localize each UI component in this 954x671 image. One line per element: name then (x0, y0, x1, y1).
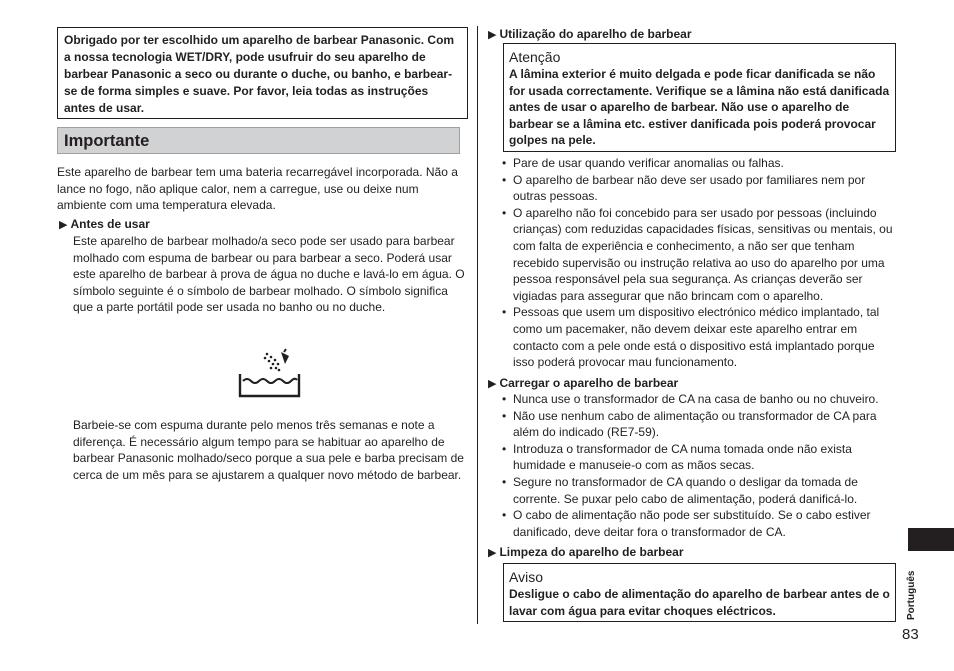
list-item: • Pare de usar quando verificar anomalias ou falhas. (502, 156, 784, 170)
arrow-right-icon: ▶ (59, 219, 68, 231)
language-tab (908, 528, 954, 551)
charging-list (501, 391, 897, 540)
charging-title: Carregar o aparelho de barbear (499, 376, 679, 390)
before-use-heading (59, 216, 150, 233)
arrow-right-icon: ▶ (488, 547, 497, 559)
usage-title: Utilização do aparelho de barbear (499, 27, 692, 41)
language-label: Português (906, 570, 917, 620)
list-item: • Nunca use o transformador de CA na casa de banho ou no chuveiro. (502, 392, 879, 406)
section-heading: Importante (57, 127, 460, 154)
caution-text: A lâmina exterior é muito delgada e pode ficar danificada se não for usada correctamente. Verifique se a lâmina não está danificada antes de usar o aparelho de barbear. Não use o aparelho de barbear se a lâmina etc. estiver danificada pois poderá provocar golpes na pele. (509, 67, 890, 148)
arrow-right-icon: ▶ (488, 29, 497, 41)
list-item: • O aparelho de barbear não deve ser usado por familiares nem por outras pessoas. (502, 172, 866, 204)
page-number: 83 (902, 626, 919, 643)
caution-box (503, 43, 896, 152)
wet-shave-symbol-icon (237, 348, 303, 400)
battery-paragraph: Este aparelho de barbear tem uma bateria recarregável incorporada. Não a lance no fogo, não aplique calor, nem a carregue, use ou deixe num ambiente com uma temperatura elevada. (57, 165, 458, 213)
column-divider (477, 26, 478, 624)
warning-box (503, 563, 896, 622)
list-item: • Pessoas que usem um dispositivo electrónico médico implantado, tal como um pacemaker, não devem deixar este aparelho entrar em contacto com a pele onde está o dispositivo está implantado porque isso poderá provocar mau funcionamento. (502, 305, 880, 370)
list-item: • O aparelho não foi concebido para ser usado por pessoas (incluindo crianças) com reduzidas capacidades físicas, sensitivas ou mentais, ou com falta de experiência e conhecimento, a não ser que tenham recebido supervisão ou instrução relativa ao uso do aparelho por uma pessoa responsável pela sua segurança. As crianças deverão ser vigiadas para assegurar que não brincam com o aparelho. (502, 205, 893, 303)
cleaning-heading (488, 544, 684, 561)
intro-text: Obrigado por ter escolhido um aparelho de barbear Panasonic. Com a nossa tecnologia WET/DRY, pode usufruir do seu aparelho de barbear Panasonic a seco ou durante o duche, ou banho, e barbear-se de forma simples e suave. Por favor, leia todas as instruções antes de usar. (64, 33, 455, 115)
intro-box (57, 27, 468, 119)
charging-heading (488, 375, 678, 392)
warning-title: Aviso (509, 569, 543, 585)
before-use-title: Antes de usar (70, 217, 150, 231)
list-item: • Segure no transformador de CA quando o desligar da tomada de corrente. Se puxar pelo cabo de alimentação, poderá danificá-lo. (502, 474, 858, 506)
list-item: • Não use nenhum cabo de alimentação ou transformador de CA para além do indicado (RE7-59). (502, 408, 877, 440)
list-item: • Introduza o transformador de CA numa tomada onde não exista humidade e manuseie-o com as mãos secas. (502, 441, 852, 473)
usage-heading (488, 26, 692, 43)
caution-title: Atenção (509, 49, 561, 65)
list-item: • O cabo de alimentação não pode ser substituído. Se o cabo estiver danificado, deve deitar fora o transformador de CA. (502, 508, 871, 539)
warning-text: Desligue o cabo de alimentação do aparelho de barbear antes de o lavar com água para evitar choques eléctricos. (509, 587, 890, 618)
foam-paragraph: Barbeie-se com espuma durante pelo menos três semanas e note a diferença. É necessário algum tempo para se habituar ao aparelho de barbear Panasonic molhado/seco porque a sua pele e barba precisam de cerca de um mês para se ajustarem a qualquer novo método de barbear. (73, 418, 464, 482)
usage-list (501, 155, 897, 371)
cleaning-title: Limpeza do aparelho de barbear (499, 545, 684, 559)
before-use-paragraph: Este aparelho de barbear molhado/a seco pode ser usado para barbear molhado com espuma de barbear ou para barbear a seco. Poderá usar este aparelho de barbear à prova de água no duche e lavá-lo em água. O símbolo seguinte é o símbolo de barbear molhado. O símbolo significa que a parte portátil pode ser usada no banho ou no duche. (73, 234, 465, 315)
arrow-right-icon: ▶ (488, 378, 497, 390)
